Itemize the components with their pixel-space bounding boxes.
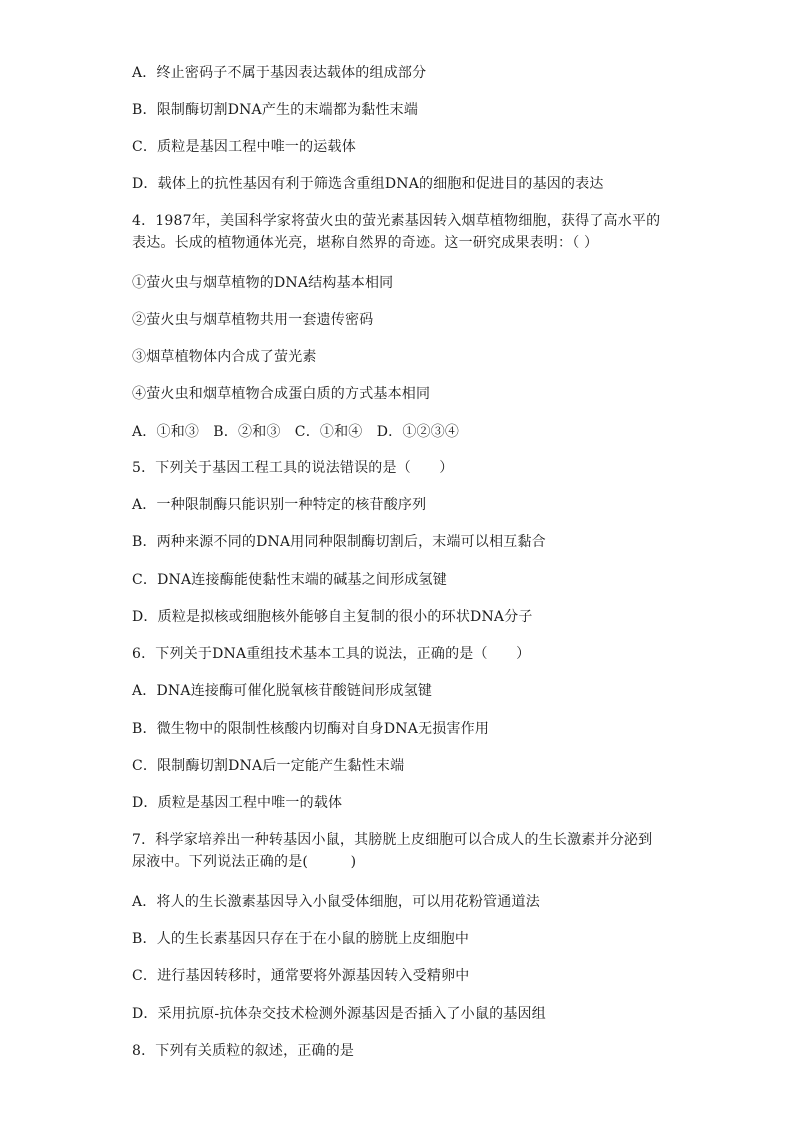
option-5c: C．DNA连接酶能使黏性末端的碱基之间形成氢键 <box>132 572 447 588</box>
option-5b: B．两种来源不同的DNA用同种限制酶切割后，末端可以相互黏合 <box>132 534 546 550</box>
option-3b: B．限制酶切割DNA产生的末端都为黏性末端 <box>132 102 419 118</box>
option-7b: B．人的生长素基因只存在于在小鼠的膀胱上皮细胞中 <box>132 931 470 947</box>
question-7-stem: 7．科学家培养出一种转基因小鼠，其膀胱上皮细胞可以合成人的生长激素并分泌到尿液中。下列说法正确的是( ) <box>132 832 653 870</box>
statement-1: ①萤火虫与烟草植物的DNA结构基本相同 <box>132 275 394 291</box>
option-5d: D．质粒是拟核或细胞核外能够自主复制的很小的环状DNA分子 <box>132 609 533 625</box>
option-6a: A．DNA连接酶可催化脱氧核苷酸链间形成氢键 <box>132 683 433 699</box>
question-5-stem: 5．下列关于基因工程工具的说法错误的是（ ） <box>132 460 454 476</box>
statement-4: ④萤火虫和烟草植物合成蛋白质的方式基本相同 <box>132 386 431 402</box>
statement-2: ②萤火虫与烟草植物共用一套遗传密码 <box>132 312 374 328</box>
statement-3: ③烟草植物体内合成了萤光素 <box>132 349 317 365</box>
option-5a: A．一种限制酶只能识别一种特定的核苷酸序列 <box>132 497 427 513</box>
option-3d: D．载体上的抗性基因有利于筛选含重组DNA的细胞和促进目的基因的表达 <box>132 176 604 192</box>
question-6-stem: 6．下列关于DNA重组技术基本工具的说法，正确的是（ ） <box>132 646 531 662</box>
option-3c: C．质粒是基因工程中唯一的运载体 <box>132 139 356 155</box>
option-7a: A．将人的生长激素基因导入小鼠受体细胞，可以用花粉管通道法 <box>132 894 540 910</box>
question-8-stem: 8．下列有关质粒的叙述，正确的是 <box>132 1043 355 1059</box>
option-6c: C．限制酶切割DNA后一定能产生黏性末端 <box>132 758 405 774</box>
option-7c: C．进行基因转移时，通常要将外源基因转入受精卵中 <box>132 968 470 984</box>
option-6b: B．微生物中的限制性核酸内切酶对自身DNA无损害作用 <box>132 721 490 737</box>
option-3a: A．终止密码子不属于基因表达载体的组成部分 <box>132 65 427 81</box>
option-6d: D．质粒是基因工程中唯一的载体 <box>132 795 343 811</box>
question-4-stem: 4．1987年，美国科学家将萤火虫的萤光素基因转入烟草植物细胞，获得了高水平的表达。长成的植物通体光亮，堪称自然界的奇迹。这一研究成果表明：（ ） <box>132 213 661 251</box>
question-4-options: A．①和③ B．②和③ C．①和④ D．①②③④ <box>132 424 460 440</box>
option-7d: D．采用抗原-抗体杂交技术检测外源基因是否插入了小鼠的基因组 <box>132 1006 546 1022</box>
